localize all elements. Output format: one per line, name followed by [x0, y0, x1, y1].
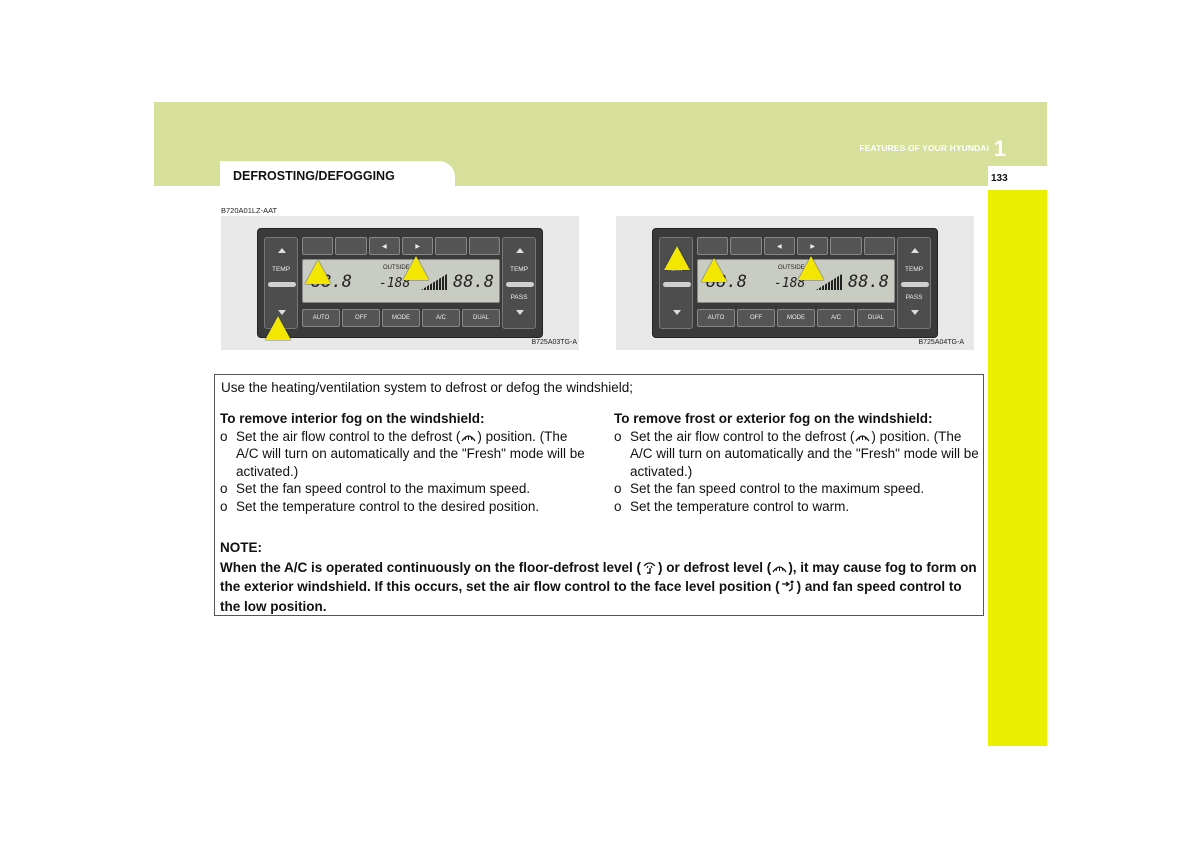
temp-control-right	[897, 237, 931, 329]
note-text: ), it may cause fog to form on the exterior windshield. If this occurs, set the air flow control to the face level position (	[220, 559, 977, 594]
mode-button: MODE	[382, 309, 420, 327]
fresh-button	[864, 237, 895, 255]
mode-button: MODE	[777, 309, 815, 327]
rear-defrost-button	[335, 237, 366, 255]
pass-label: PASS	[510, 294, 528, 301]
chapter-number: 1	[993, 136, 1006, 161]
list-item	[220, 498, 590, 516]
climate-panel	[652, 228, 938, 338]
list-item	[614, 498, 984, 516]
defrost-button	[697, 237, 728, 255]
recirc-button	[435, 237, 466, 255]
temp-down-icon	[911, 310, 919, 315]
bullet-text: Set the fan speed control to the maximum speed.	[236, 481, 531, 496]
defrost-button	[302, 237, 333, 255]
list-item	[220, 428, 590, 481]
pointer-arrow-temp-up	[664, 246, 690, 270]
bullet-marker: o	[614, 428, 622, 444]
temp-knob	[663, 282, 691, 287]
pointer-arrow-temp-down	[265, 316, 291, 340]
note-label: NOTE:	[220, 540, 262, 555]
temp-knob	[506, 282, 534, 287]
climate-panel	[257, 228, 543, 338]
temp-control-right	[502, 237, 536, 329]
temp-down-icon	[278, 310, 286, 315]
bullet-text: Set the temperature control to warm.	[630, 498, 850, 514]
temp-knob	[268, 282, 296, 287]
pointer-arrow-fan	[403, 256, 429, 280]
temp-up-icon	[278, 248, 286, 253]
lcd-outside-label: OUTSIDE	[383, 265, 410, 271]
page-number: 133	[988, 166, 1047, 190]
temp-knob	[901, 282, 929, 287]
top-button-row	[697, 237, 895, 255]
bullet-text: Set the air flow control to the defrost (	[630, 428, 855, 444]
pointer-arrow-fan	[798, 256, 824, 280]
column-heading: To remove frost or exterior fog on the windshield:	[614, 411, 933, 426]
temp-down-icon	[516, 310, 524, 315]
temp-label: TEMP	[509, 266, 529, 273]
side-bar	[988, 190, 1047, 746]
note-text: ) or defrost level (	[658, 559, 772, 575]
lcd-outside-temp: -188	[379, 276, 411, 291]
list-item	[220, 480, 590, 498]
dual-button: DUAL	[462, 309, 500, 327]
instructions-box	[214, 374, 984, 616]
bottom-button-row	[302, 309, 500, 327]
intro-text: Use the heating/ventilation system to defrost or defog the windshield;	[221, 380, 633, 395]
pointer-arrow-defrost	[305, 260, 331, 284]
note-text: ) and fan speed control to the low position.	[220, 579, 962, 614]
bullet-text: Set the air flow control to the defrost (	[236, 428, 461, 444]
lcd-left-temp: 88.8	[706, 272, 747, 292]
fan-up-button: ▶	[797, 237, 828, 255]
dual-button: DUAL	[857, 309, 895, 327]
figure-code: B720A01LZ-AAT	[221, 206, 278, 215]
note-block	[220, 538, 982, 616]
lcd-display	[302, 259, 500, 303]
temp-label: TEMP	[666, 266, 686, 273]
bullet-marker: o	[614, 481, 622, 496]
auto-button: AUTO	[697, 309, 735, 327]
lcd-outside-temp: -188	[774, 276, 806, 291]
temp-down-icon	[673, 310, 681, 315]
exterior-frost-column	[614, 410, 984, 515]
defrost-icon	[854, 429, 871, 443]
figure-climate-panel-right	[616, 216, 974, 350]
note-text: When the A/C is operated continuously on the floor-defrost level (	[220, 559, 642, 575]
pointer-arrow-defrost	[701, 258, 727, 282]
recirc-button	[830, 237, 861, 255]
figure-code: B725A03TG-A	[531, 339, 577, 346]
section-tab	[220, 161, 455, 189]
bullet-text: Set the temperature control to the desired position.	[236, 498, 540, 514]
fresh-button	[469, 237, 500, 255]
column-heading: To remove interior fog on the windshield:	[220, 411, 485, 426]
list-item	[614, 480, 984, 498]
pass-label: PASS	[905, 294, 923, 301]
lcd-left-temp: 88.8	[311, 272, 352, 292]
rear-defrost-button	[730, 237, 761, 255]
face-level-icon	[780, 579, 797, 593]
off-button: OFF	[342, 309, 380, 327]
ac-button: A/C	[817, 309, 855, 327]
lcd-right-temp: 88.8	[848, 272, 889, 292]
fan-down-button: ◀	[369, 237, 400, 255]
defrost-icon	[771, 560, 788, 574]
ac-button: A/C	[422, 309, 460, 327]
bullet-text: ) position. (The A/C will turn on automatically and the "Fresh" mode will be activated.)	[236, 428, 585, 479]
fan-down-button: ◀	[764, 237, 795, 255]
section-header-text: FEATURES OF YOUR HYUNDAI	[859, 143, 989, 153]
bullet-text: Set the fan speed control to the maximum speed.	[630, 481, 925, 496]
defrost-icon	[460, 429, 477, 443]
temp-label: TEMP	[904, 266, 924, 273]
figure-code: B725A04TG-A	[918, 339, 964, 346]
lcd-outside-label: OUTSIDE	[778, 265, 805, 271]
bottom-button-row	[697, 309, 895, 327]
list-item	[614, 428, 984, 481]
bullet-marker: o	[614, 498, 622, 514]
bullet-marker: o	[220, 481, 228, 496]
bullet-marker: o	[220, 498, 228, 514]
lcd-right-temp: 88.8	[453, 272, 494, 292]
temp-up-icon	[516, 248, 524, 253]
bullet-text: ) position. (The A/C will turn on automatically and the "Fresh" mode will be activated.)	[630, 428, 979, 479]
fan-up-button: ▶	[402, 237, 433, 255]
interior-fog-column	[220, 410, 590, 515]
top-button-row	[302, 237, 500, 255]
bullet-marker: o	[220, 428, 228, 444]
figure-climate-panel-left	[221, 216, 579, 350]
temp-up-icon	[911, 248, 919, 253]
floor-defrost-icon	[641, 560, 658, 574]
auto-button: AUTO	[302, 309, 340, 327]
section-title: DEFROSTING/DEFOGGING	[233, 169, 395, 183]
off-button: OFF	[737, 309, 775, 327]
temp-label: TEMP	[271, 266, 291, 273]
